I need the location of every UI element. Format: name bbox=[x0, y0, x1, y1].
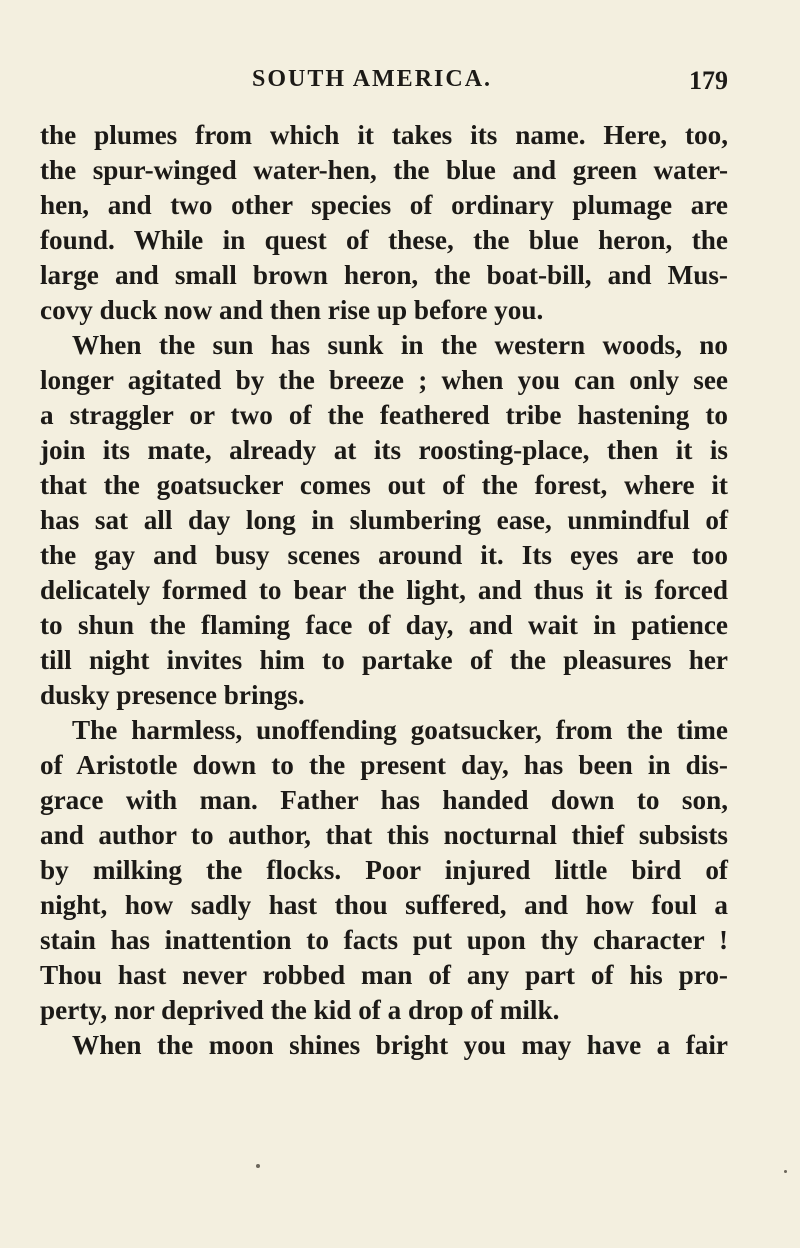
print-speck bbox=[256, 1164, 260, 1168]
text-line: to shun the flaming face of day, and wait in patience bbox=[40, 610, 728, 640]
text-line: the plumes from which it takes its name. Here, too, bbox=[40, 120, 728, 150]
page-number: 179 bbox=[689, 66, 728, 95]
text-line: by milking the flocks. Poor injured little bird of bbox=[40, 855, 728, 885]
page-header bbox=[252, 66, 728, 104]
text-line: When the moon shines bright you may have a fair bbox=[72, 1030, 728, 1060]
body-text bbox=[40, 118, 728, 1063]
running-title: SOUTH AMERICA. bbox=[252, 66, 493, 92]
text-line: night, how sadly hast thou suffered, and how foul a bbox=[40, 890, 728, 920]
text-line: large and small brown heron, the boat-bill, and Mus- bbox=[40, 260, 728, 290]
text-line: the gay and busy scenes around it. Its eyes are too bbox=[40, 540, 728, 570]
text-line: that the goatsucker comes out of the forest, where it bbox=[40, 470, 728, 500]
text-line: has sat all day long in slumbering ease, unmindful of bbox=[40, 505, 728, 535]
text-line: covy duck now and then rise up before you. bbox=[40, 295, 544, 325]
text-line: Thou hast never robbed man of any part of his pro- bbox=[40, 960, 728, 990]
text-line: delicately formed to bear the light, and thus it is forced bbox=[40, 575, 728, 605]
text-line: The harmless, unoffending goatsucker, from the time bbox=[72, 715, 728, 745]
text-line: found. While in quest of these, the blue heron, the bbox=[40, 225, 728, 255]
text-line: stain has inattention to facts put upon thy character ! bbox=[40, 925, 728, 955]
text-line: till night invites him to partake of the pleasures her bbox=[40, 645, 728, 675]
text-line: When the sun has sunk in the western woods, no bbox=[72, 330, 728, 360]
text-line: grace with man. Father has handed down to son, bbox=[40, 785, 728, 815]
print-speck bbox=[784, 1170, 787, 1173]
text-line: hen, and two other species of ordinary plumage are bbox=[40, 190, 728, 220]
text-line: a straggler or two of the feathered tribe hastening to bbox=[40, 400, 728, 430]
text-line: the spur-winged water-hen, the blue and green water- bbox=[40, 155, 728, 185]
text-line: and author to author, that this nocturnal thief subsists bbox=[40, 820, 728, 850]
text-line: of Aristotle down to the present day, has been in dis- bbox=[40, 750, 728, 780]
text-line: join its mate, already at its roosting-place, then it is bbox=[40, 435, 728, 465]
text-line: dusky presence brings. bbox=[40, 680, 305, 710]
text-line: longer agitated by the breeze ; when you can only see bbox=[40, 365, 728, 395]
text-line: perty, nor deprived the kid of a drop of milk. bbox=[40, 995, 560, 1025]
